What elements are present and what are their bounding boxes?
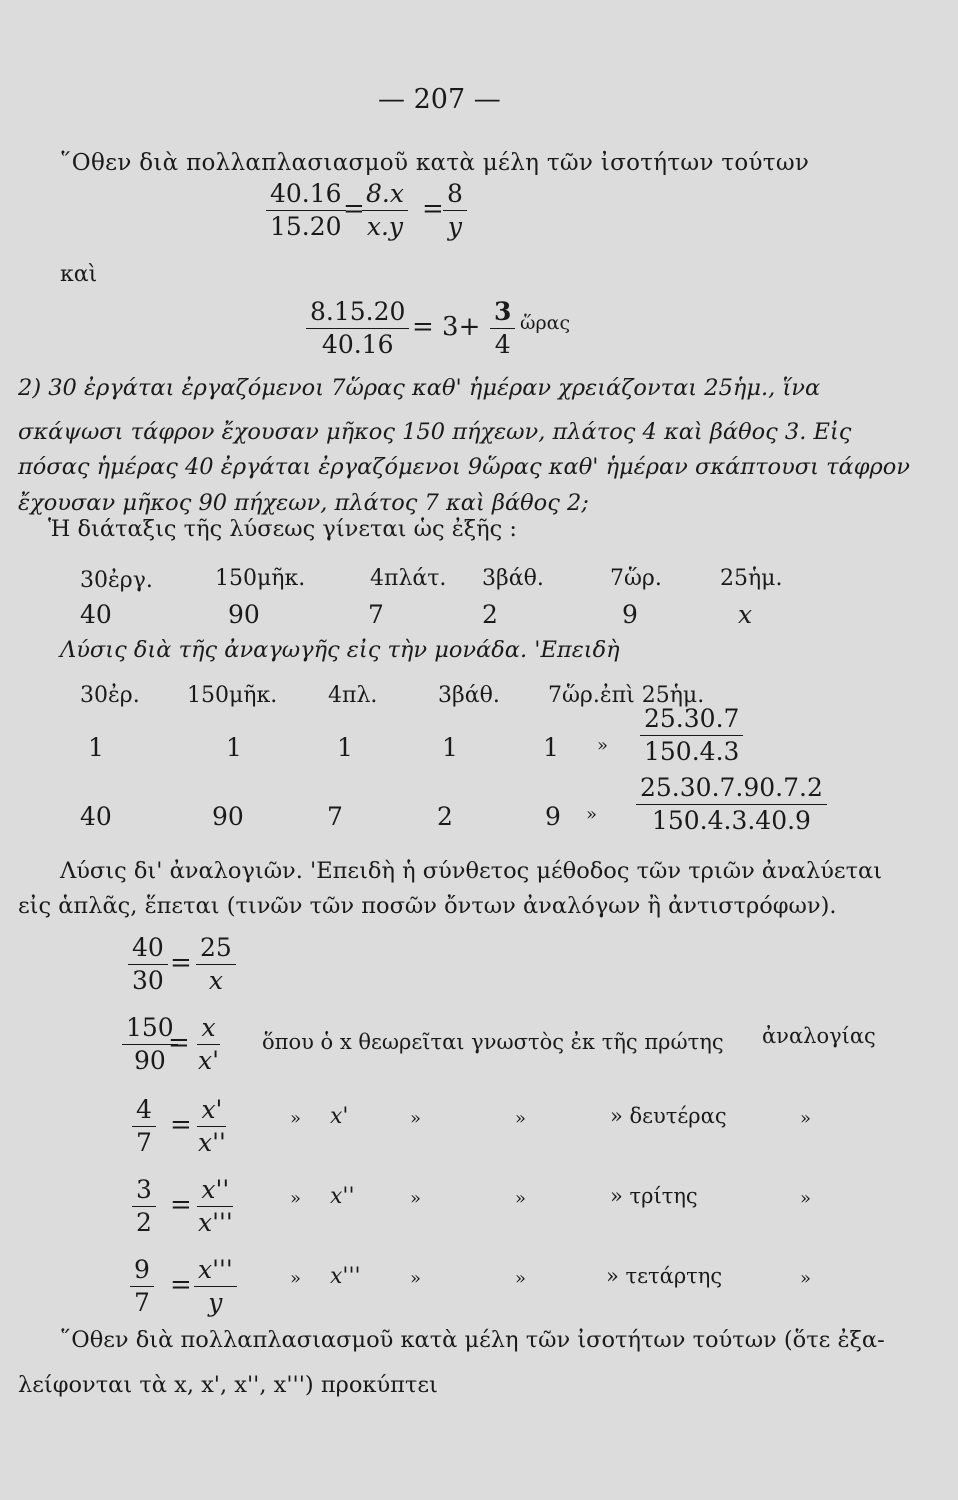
t2-r1-c4: 1 (543, 733, 559, 762)
ratio4-right-den: x''' (198, 1208, 233, 1237)
t2-header-0: 30ἐρ. (80, 683, 140, 708)
eq1-equals-2: = (422, 194, 444, 224)
ratio5-q1: » (290, 1268, 302, 1289)
eq2-unit: ὥρας (520, 312, 571, 334)
ratio5-equals: = (170, 1270, 192, 1300)
t2-r2-frac-num: 25.30.7.90.7.2 (636, 772, 827, 805)
problem-line-3: πόσας ἡμέρας 40 ἐργάται ἐργαζόμενοι 9ὥρας καθ' ἡμέραν σκάπτουσι τάφρον (18, 454, 910, 480)
eq1-frac2-num: 8.x (362, 178, 408, 211)
ratio3-q3: » (515, 1108, 527, 1129)
problem-line-2: σκάψωσι τάφρον ἔχουσαν μῆκος 150 πήχεων, πλάτος 4 καὶ βάθος 3. Εἰς (18, 419, 852, 445)
ratio2-equals: = (168, 1028, 190, 1058)
eq1-frac3-num: 8 (443, 178, 467, 211)
ratio4-left-num: 3 (132, 1174, 156, 1207)
eq1-frac3-den: y (447, 212, 463, 241)
t1-header-3: 3βάθ. (482, 566, 544, 591)
eq2-num: 8.15.20 (306, 296, 409, 329)
t1-cell-0: 40 (80, 600, 112, 629)
t1-cell-2: 7 (368, 600, 384, 629)
ratio2-note-end: ἀναλογίας (762, 1024, 876, 1048)
ratio1-left-den: 30 (132, 966, 164, 995)
ratio3-var: x' (330, 1104, 349, 1129)
t2-r1-c5: » (597, 735, 609, 756)
ratio4-q4: » (800, 1188, 812, 1209)
setup-line: Ἡ διάταξις τῆς λύσεως γίνεται ὡς ἐξῆς : (48, 516, 517, 542)
ratio5-left-den: 7 (134, 1288, 150, 1317)
t1-cell-1: 90 (228, 600, 260, 629)
ratio1-right-den: x (208, 966, 223, 995)
ratio2-right-num: x (197, 1012, 219, 1045)
t2-r2-c3: 2 (437, 802, 453, 831)
ratio5-ordinal: » τετάρτης (606, 1264, 723, 1288)
proportion-line-2: εἰς ἁπλᾶς, ἕπεται (τινῶν τῶν ποσῶν ὄντων ἀναλόγων ἢ ἀντιστρόφων). (18, 893, 837, 919)
eq2-rhs: = 3+ (412, 312, 481, 342)
ratio4-q3: » (515, 1188, 527, 1209)
t2-r1-c2: 1 (337, 733, 353, 762)
ratio5-q2: » (410, 1268, 422, 1289)
ratio1-right-num: 25 (196, 932, 236, 965)
ratio4-equals: = (170, 1190, 192, 1220)
t2-r1-c1: 1 (226, 733, 242, 762)
t2-r1-frac-den: 150.4.3 (644, 737, 740, 766)
t2-header-1: 150μῆκ. (187, 683, 278, 708)
t2-r2-c5: » (586, 804, 598, 825)
t1-cell-5: x (738, 600, 753, 629)
ratio5-right-den: y (208, 1288, 223, 1317)
unit-method-heading: Λύσις διὰ τῆς ἀναγωγῆς εἰς τὴν μονάδα. 'Επειδὴ (60, 637, 620, 663)
ratio3-equals: = (170, 1110, 192, 1140)
ratio2-note: ὅπου ὁ x θεωρεῖται γνωστὸς ἐκ τῆς πρώτης (262, 1030, 724, 1054)
eq1-frac1-den: 15.20 (270, 212, 342, 241)
ratio2-right-den: x' (198, 1046, 219, 1075)
t2-r1-frac-num: 25.30.7 (640, 703, 743, 736)
ratio5-right-num: x''' (194, 1254, 237, 1287)
ratio1-equals: = (170, 948, 192, 978)
ratio2-left-den: 90 (133, 1046, 166, 1075)
t2-header-3: 3βάθ. (438, 683, 500, 708)
t2-header-4: 7ὥρ.ἐπὶ 25ἡμ. (548, 683, 705, 708)
t2-r1-c0: 1 (88, 733, 104, 762)
ratio3-q2: » (410, 1108, 422, 1129)
t2-r2-c4: 9 (545, 802, 561, 831)
final-line-1: ῞Οθεν διὰ πολλαπλασιασμοῦ κατὰ μέλη τῶν ἰσοτήτων τούτων (ὅτε ἐξα- (60, 1327, 885, 1353)
t2-header-2: 4πλ. (328, 683, 378, 708)
ratio5-q3: » (515, 1268, 527, 1289)
intro-line: ῞Οθεν διὰ πολλαπλασιασμοῦ κατὰ μέλη τῶν ἰσοτήτων τούτων (60, 150, 810, 176)
final-line-2: λείφονται τὰ x, x', x'', x''') προκύπτει (18, 1372, 438, 1398)
t1-header-5: 25ἡμ. (720, 566, 783, 591)
ratio4-var: x'' (330, 1184, 355, 1209)
t1-header-2: 4πλάτ. (370, 566, 447, 591)
t2-r1-c3: 1 (442, 733, 458, 762)
eq1-frac2-den: x.y (366, 212, 404, 241)
ratio3-q1: » (290, 1108, 302, 1129)
t2-r2-c0: 40 (80, 802, 112, 831)
eq1-frac1-num: 40.16 (266, 178, 346, 211)
ratio4-q1: » (290, 1188, 302, 1209)
page-number: — 207 — (378, 84, 501, 115)
ratio4-q2: » (410, 1188, 422, 1209)
t1-cell-4: 9 (622, 600, 638, 629)
t2-r2-c2: 7 (327, 802, 343, 831)
t2-r2-frac-den: 150.4.3.40.9 (651, 806, 811, 835)
ratio3-right-num: x' (197, 1094, 226, 1127)
eq2-den: 40.16 (321, 330, 394, 359)
ratio1-left-num: 40 (128, 932, 168, 965)
eq1-equals-1: = (343, 194, 365, 224)
eq2-frac-den: 4 (494, 330, 511, 359)
ratio5-q4: » (800, 1268, 812, 1289)
ratio5-var: x''' (330, 1264, 361, 1289)
t2-r2-c1: 90 (212, 802, 244, 831)
ratio3-left-den: 7 (136, 1128, 152, 1157)
ratio4-left-den: 2 (136, 1208, 152, 1237)
ratio5-left-num: 9 (130, 1254, 154, 1287)
t1-header-4: 7ὥρ. (610, 566, 662, 591)
ratio4-ordinal: » τρίτης (610, 1184, 698, 1208)
ratio2-left-num: 150 (122, 1012, 178, 1045)
t1-header-1: 150μῆκ. (215, 566, 306, 591)
t1-header-0: 30ἐργ. (80, 568, 153, 593)
ratio3-q4: » (800, 1108, 812, 1129)
ratio3-right-den: x'' (198, 1128, 226, 1157)
proportion-line-1: Λύσις δι' ἀναλογιῶν. 'Επειδὴ ἡ σύνθετος μέθοδος τῶν τριῶν ἀναλύεται (60, 858, 883, 884)
ratio3-left-num: 4 (132, 1094, 156, 1127)
ratio4-right-num: x'' (197, 1174, 233, 1207)
t1-cell-3: 2 (482, 600, 498, 629)
problem-line-4: ἔχουσαν μῆκος 90 πήχεων, πλάτος 7 καὶ βάθος 2; (18, 490, 589, 516)
eq2-frac-num: 3 (490, 296, 515, 329)
problem-line-1: 2) 30 ἐργάται ἐργαζόμενοι 7ὥρας καθ' ἡμέραν χρειάζονται 25ἡμ., ἵνα (18, 375, 821, 401)
kai-label: καὶ (60, 262, 98, 287)
ratio3-ordinal: » δευτέρας (610, 1104, 727, 1128)
